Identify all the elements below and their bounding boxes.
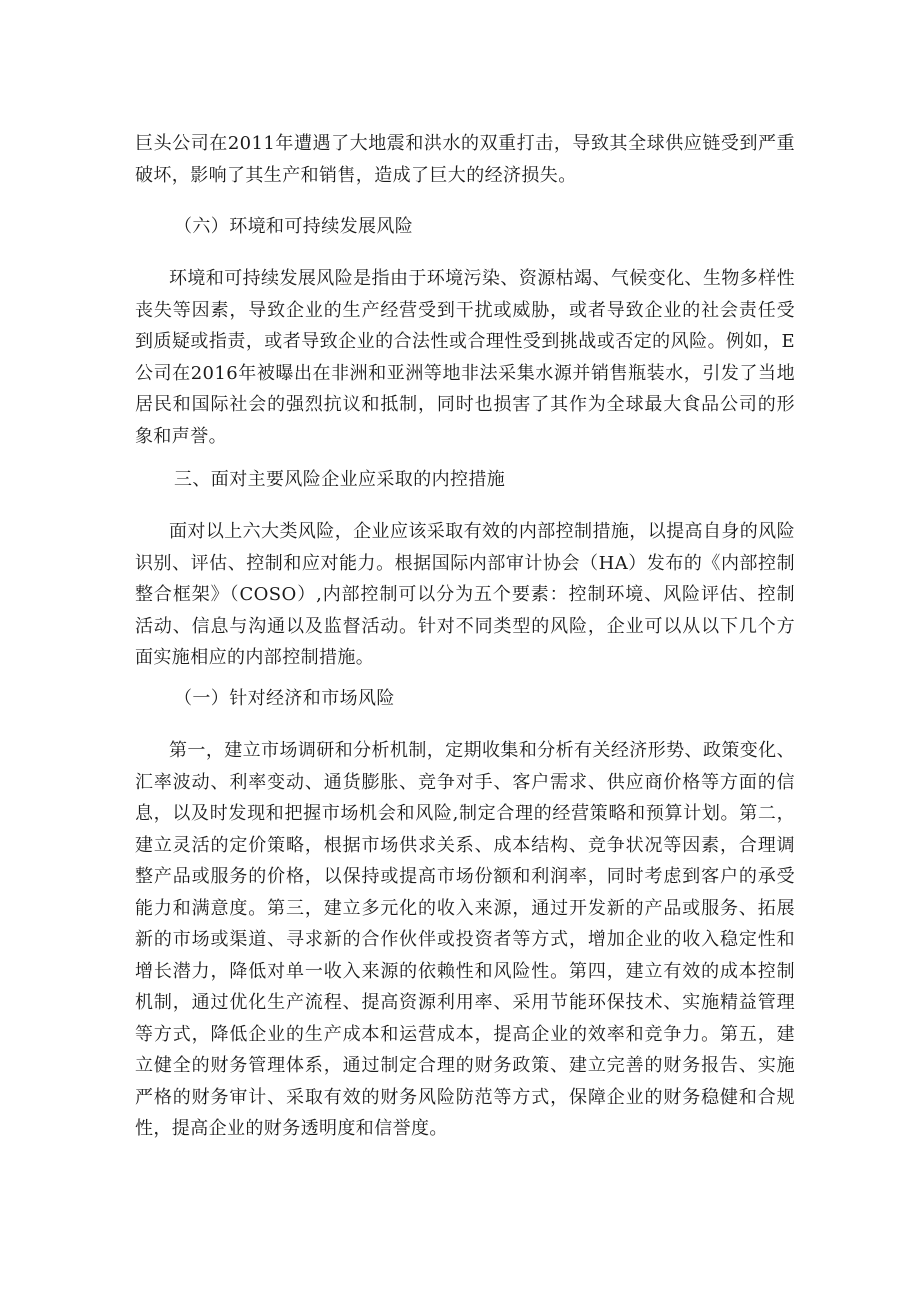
paragraph-internal-control-intro: 面对以上六大类风险，企业应该采取有效的内部控制措施，以提高自身的风险识别、评估、控制和应对能力。根据国际内部审计协会（HA）发布的《内部控制整合框架》（COSO）,内部控制可以分为五个要素：控制环境、风险评估、控制活动、信息与沟通以及监督活动。针对不同类型的风险，企业可以从以下几个方面实施相应的内部控制措施。: [135, 521, 795, 668]
subsection-heading-six: （六）环境和可持续发展风险: [174, 216, 414, 237]
section-three-title: 三、面对主要风险企业应采取的内控措施: [174, 469, 506, 490]
subsection-heading-one: （一）针对经济和市场风险: [174, 688, 395, 709]
paragraph-economic-market-measures: 第一，建立市场调研和分析机制，定期收集和分析有关经济形势、政策变化、汇率波动、利率变动、通货膨胀、竞争对手、客户需求、供应商价格等方面的信息，以及时发现和把握市场机会和风险,制定合理的经营策略和预算计划。第二，建立灵活的定价策略，根据市场供求关系、成本结构、竞争状况等因素，合理调整产品或服务的价格，以保持或提高市场份额和利润率，同时考虑到客户的承受能力和满意度。第三，建立多元化的收入来源，通过开发新的产品或服务、拓展新的市场或渠道、寻求新的合作伙伴或投资者等方式，增加企业的收入稳定性和增长潜力，降低对单一收入来源的依赖性和风险性。第四，建立有效的成本控制机制，通过优化生产流程、提高资源利用率、采用节能环保技术、实施精益管理等方式，降低企业的生产成本和运营成本，提高企业的效率和竞争力。第五，建立健全的财务管理体系，通过制定合理的财务政策、建立完善的财务报告、实施严格的财务审计、采取有效的财务风险防范等方式，保障企业的财务稳健和合规性，提高企业的财务透明度和信誉度。: [135, 740, 795, 1139]
paragraph-continuation: 巨头公司在2011年遭遇了大地震和洪水的双重打击，导致其全球供应链受到严重破坏，影响了其生产和销售，造成了巨大的经济损失。: [135, 133, 795, 186]
paragraph-environment-risk: 环境和可持续发展风险是指由于环境污染、资源枯竭、气候变化、生物多样性丧失等因素，导致企业的生产经营受到干扰或威胁，或者导致企业的社会责任受到质疑或指责，或者导致企业的合法性或合理性受到挑战或否定的风险。例如，E公司在2016年被曝出在非洲和亚洲等地非法采集水源并销售瓶装水，引发了当地居民和国际社会的强烈抗议和抵制，同时也损害了其作为全球最大食品公司的形象和声誉。: [135, 268, 795, 447]
